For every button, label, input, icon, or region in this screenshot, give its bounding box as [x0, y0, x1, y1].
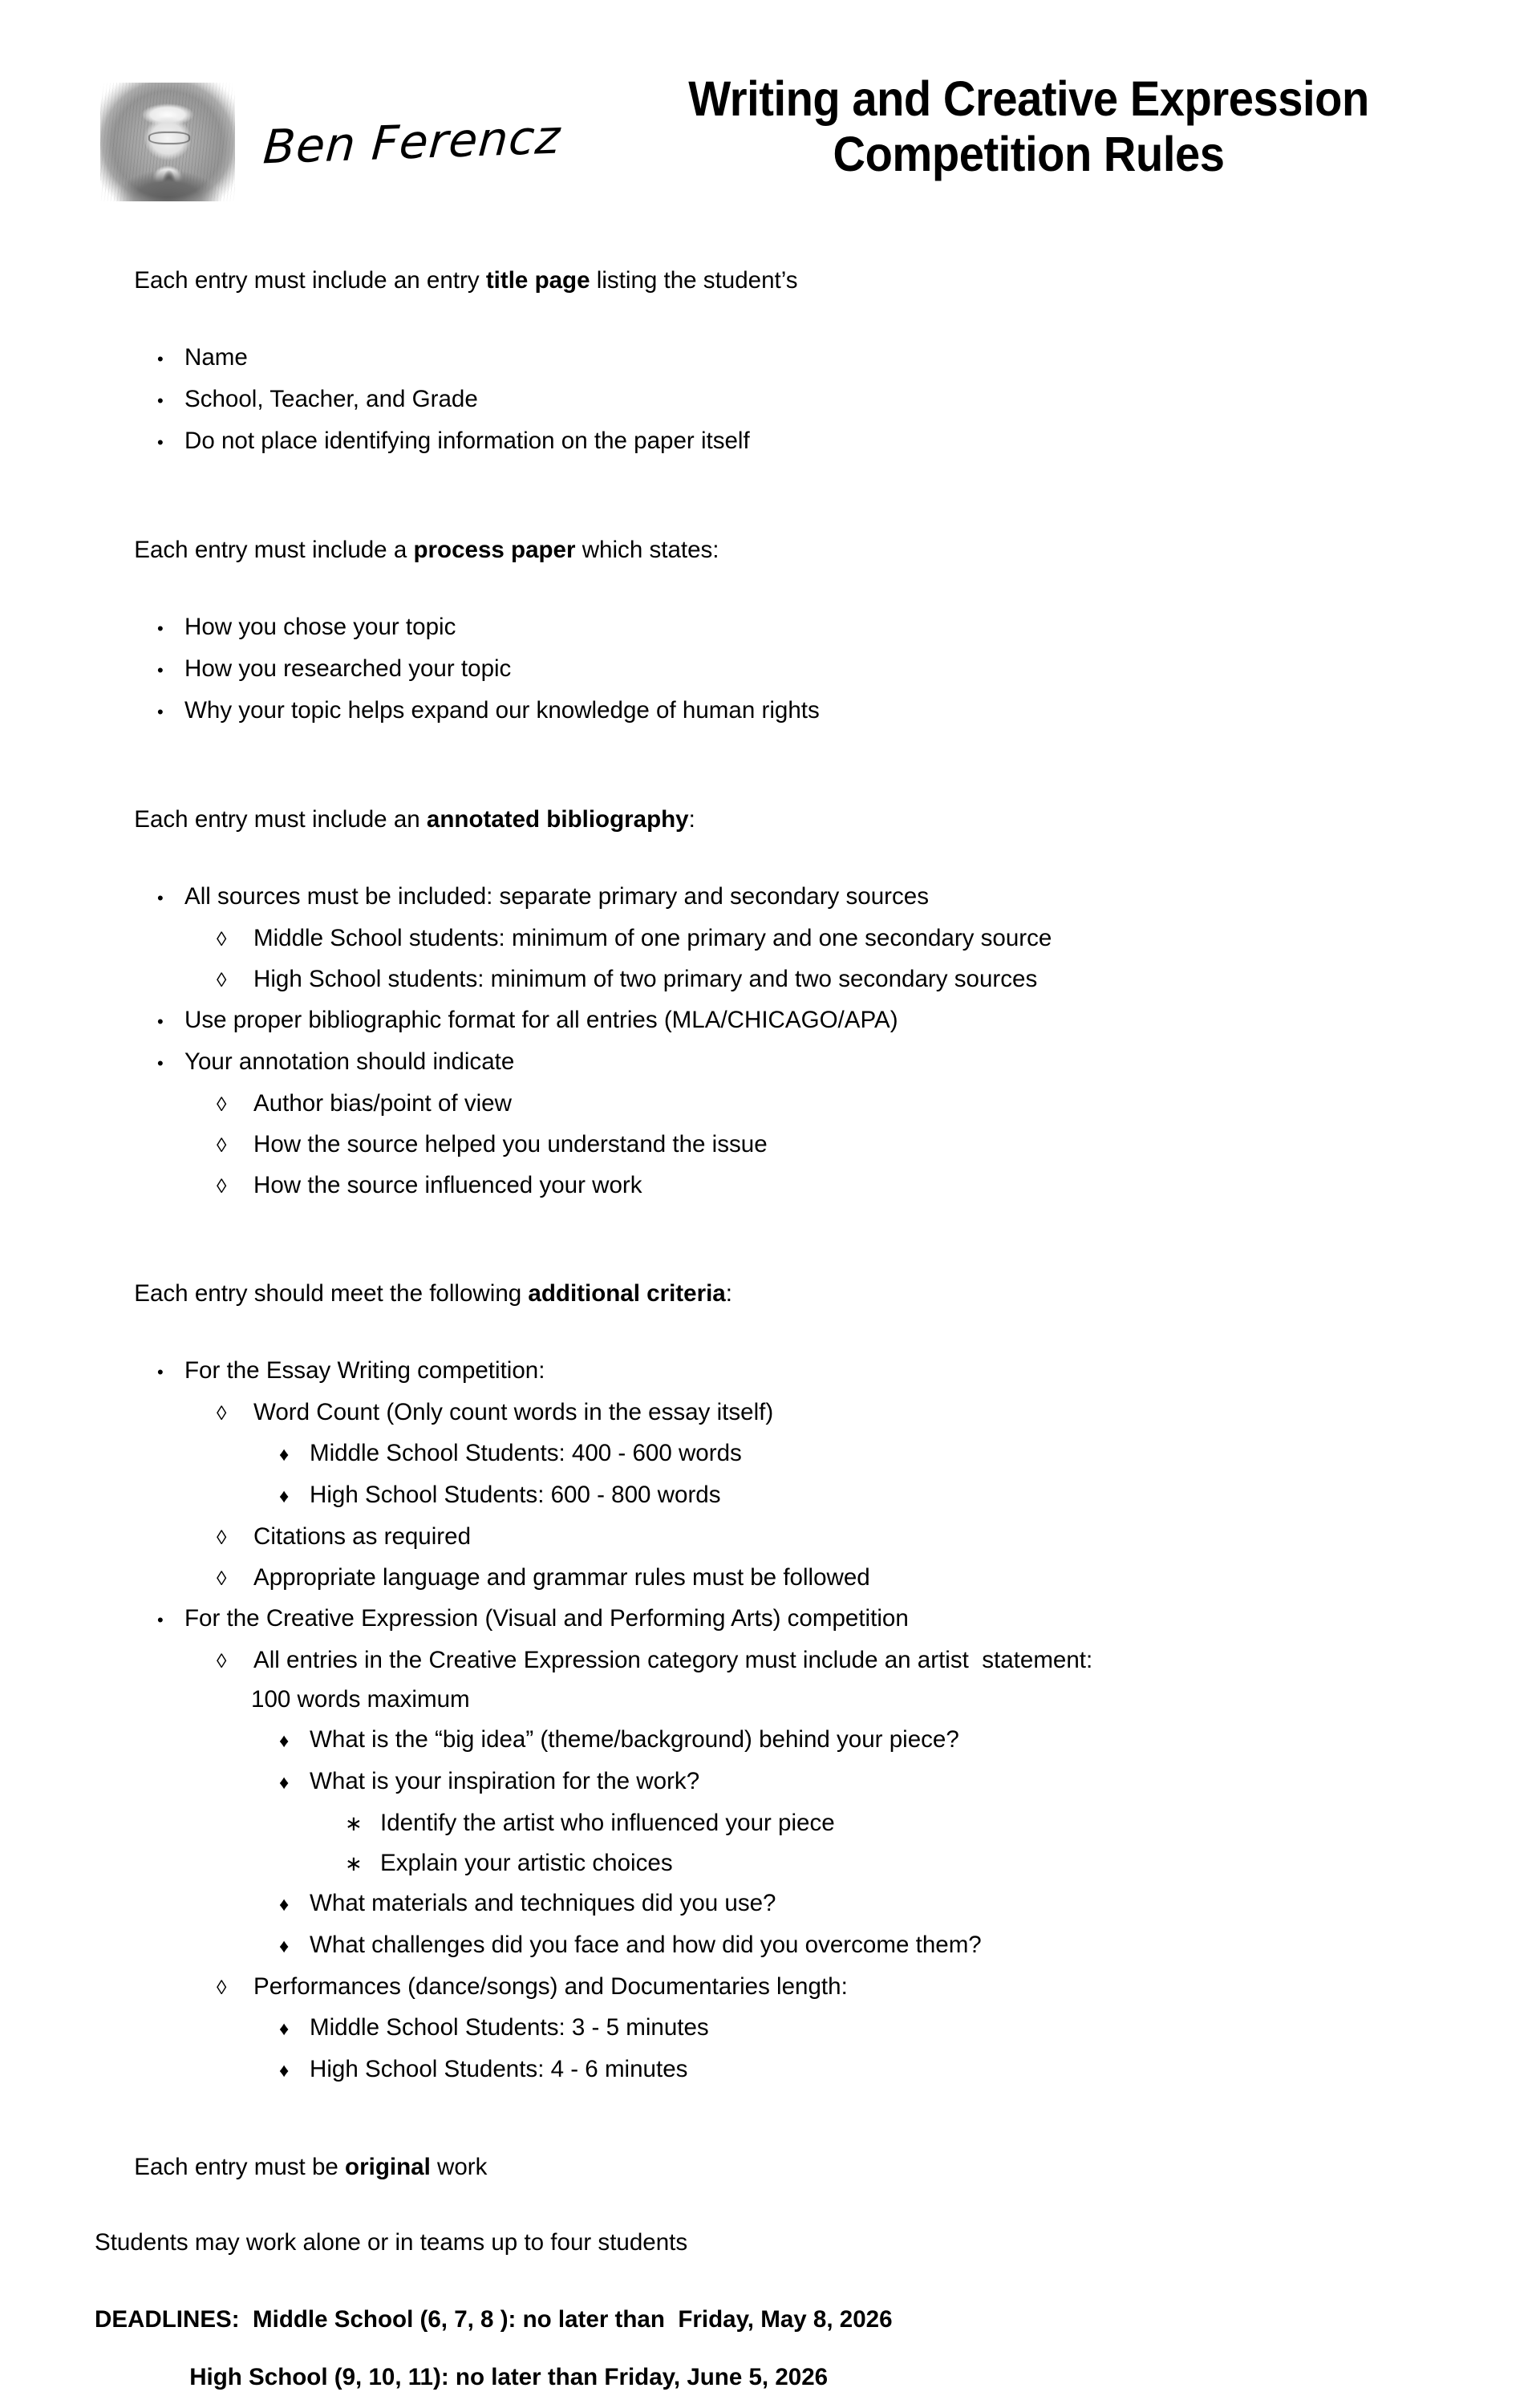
list-item-label: Explain your artistic choices — [380, 1850, 673, 1876]
originality-emphasis: original — [345, 2154, 431, 2180]
list-item-label: For the Creative Expression (Visual and Performing Arts) competition — [184, 1605, 909, 1632]
organization-branding — [100, 68, 614, 201]
list-item-label: How the source influenced your work — [253, 1172, 642, 1198]
asterisk-icon: ∗ — [345, 1851, 363, 1875]
bullet-icon: • — [157, 888, 164, 908]
list-item-label: Name — [184, 344, 248, 371]
spacer — [95, 732, 1444, 745]
list-item — [95, 877, 1444, 918]
bullet-icon: • — [157, 1053, 164, 1073]
diamond-filled-icon: ♦ — [279, 1486, 290, 1507]
document-body — [0, 225, 1540, 2396]
spacer — [95, 1206, 1444, 1219]
section-lead-process-paper — [95, 495, 1424, 607]
organization-name: Ben Ferencz — [261, 109, 563, 175]
list-item-label: Identify the artist who influenced your piece — [380, 1810, 835, 1836]
lead-emphasis: process paper — [413, 537, 576, 563]
bullet-icon: • — [157, 349, 164, 369]
bullet-icon: • — [157, 702, 164, 722]
bullet-icon: • — [157, 618, 164, 639]
lead-text-tail: listing the student’s — [590, 267, 798, 294]
list-item — [95, 691, 1444, 732]
list-item-label: What is the “big idea” (theme/background) behind your piece? — [310, 1726, 959, 1753]
list-item — [95, 1558, 1444, 1599]
section-lead-annotated-bibliography — [95, 764, 1424, 877]
list-item — [95, 1883, 1444, 1925]
list-item — [95, 1000, 1444, 1042]
spacer — [95, 2338, 1444, 2359]
lead-emphasis: title page — [485, 267, 590, 294]
list-item-label: Do not place identifying information on the paper itself — [184, 428, 750, 454]
lead-text: Each entry must include an entry — [134, 267, 486, 294]
lead-text: Each entry must include an — [134, 806, 427, 833]
diamond-filled-icon: ♦ — [279, 1772, 290, 1794]
list-item-label: Citations as required — [253, 1523, 472, 1550]
list-item — [95, 421, 1444, 463]
list-item-label: High School Students: 4 - 6 minutes — [310, 2056, 688, 2082]
list-item-label: Middle School students: minimum of one primary and one secondary source — [253, 925, 1052, 951]
list-item — [95, 2049, 1444, 2091]
list-item — [95, 2008, 1444, 2049]
list-item — [95, 1762, 1444, 1803]
ben-ferencz-portrait-photo — [100, 83, 235, 201]
diamond-filled-icon: ♦ — [279, 1936, 290, 1957]
deadline-high-school: High School (9, 10, 11): no later than Friday, June 5, 2026 — [189, 2364, 829, 2390]
deadline-middle-school: DEADLINES: Middle School (6, 7, 8 ): no later than Friday, May 8, 2026 — [95, 2306, 893, 2333]
list-item — [95, 1166, 1444, 1206]
diamond-outline-icon: ◊ — [217, 1134, 227, 1157]
list-item-continuation: 100 words maximum — [251, 1686, 470, 1713]
lead-emphasis: annotated bibliography — [426, 806, 689, 833]
diamond-outline-icon: ◊ — [217, 1526, 227, 1549]
list-item — [95, 959, 1444, 1000]
list-item — [95, 607, 1444, 649]
list-item — [95, 1433, 1444, 1475]
originality-text-tail: work — [430, 2154, 488, 2180]
list-item-label: High School Students: 600 - 800 words — [310, 1482, 721, 1508]
list-item — [95, 649, 1444, 691]
diamond-outline-icon: ◊ — [217, 1650, 227, 1672]
lead-text: Each entry should meet the following — [134, 1280, 529, 1307]
list-item — [95, 1042, 1444, 1084]
spacer — [95, 2091, 1444, 2112]
page-title-line-2: Competition Rules — [833, 126, 1225, 181]
lead-text-tail: : — [725, 1280, 732, 1307]
list-item-label: Middle School Students: 400 - 600 words — [310, 1440, 742, 1466]
page-title-line-1: Writing and Creative Expression — [688, 71, 1369, 126]
diamond-filled-icon: ♦ — [279, 2060, 290, 2082]
list-item-label: Word Count (Only count words in the essay itself) — [253, 1399, 774, 1425]
lead-text-tail: : — [688, 806, 695, 833]
bullet-icon: • — [157, 1012, 164, 1032]
bullet-icon: • — [157, 660, 164, 680]
list-item — [95, 1843, 1444, 1883]
diamond-outline-icon: ◊ — [217, 1402, 227, 1425]
section-lead-title-page — [95, 225, 1424, 338]
list-item — [95, 1599, 1444, 1640]
list-item-label: Author bias/point of view — [253, 1090, 512, 1117]
list-item — [95, 1517, 1444, 1558]
document-header — [0, 0, 1540, 201]
list-item-label: What materials and techniques did you use? — [310, 1890, 776, 1916]
list-item — [95, 1925, 1444, 1967]
list-item — [95, 1393, 1444, 1433]
bullet-icon: • — [157, 1610, 164, 1630]
list-item-label: For the Essay Writing competition: — [184, 1357, 545, 1384]
diamond-outline-icon: ◊ — [217, 1175, 227, 1198]
list-item-label: All sources must be included: separate primary and secondary sources — [184, 883, 930, 910]
bullet-icon: • — [157, 432, 164, 452]
list-item — [95, 1803, 1444, 1843]
list-item-label: What challenges did you face and how did you overcome them? — [310, 1932, 982, 1958]
list-item — [95, 1351, 1444, 1393]
list-item — [95, 1475, 1444, 1517]
list-item — [95, 918, 1444, 959]
diamond-outline-icon: ◊ — [217, 969, 227, 991]
diamond-outline-icon: ◊ — [217, 928, 227, 951]
list-item-label: How you chose your topic — [184, 614, 456, 640]
list-item — [95, 1125, 1444, 1166]
diamond-outline-icon: ◊ — [217, 1093, 227, 1116]
lead-text-tail: which states: — [575, 537, 719, 563]
originality-text: Each entry must be — [134, 2154, 346, 2180]
list-item — [95, 1640, 1444, 1681]
list-item-label: What is your inspiration for the work? — [310, 1768, 700, 1794]
list-item-label: Why your topic helps expand our knowledge of human rights — [184, 697, 820, 724]
teams-statement: Students may work alone or in teams up to four students — [95, 2229, 688, 2256]
list-item — [95, 1084, 1444, 1125]
list-item-label: How the source helped you understand the issue — [253, 1131, 768, 1157]
list-item-label: All entries in the Creative Expression category must include an artist statement: — [253, 1647, 1093, 1673]
list-item — [95, 338, 1444, 379]
list-item-label: Your annotation should indicate — [184, 1048, 515, 1075]
diamond-filled-icon: ♦ — [279, 1894, 290, 1916]
bullet-icon: • — [157, 1362, 164, 1382]
list-item-label: Performances (dance/songs) and Documentaries length: — [253, 1973, 848, 2000]
section-lead-additional-criteria — [95, 1239, 1424, 1351]
lead-text: Each entry must include a — [134, 537, 414, 563]
spacer — [95, 463, 1444, 476]
diamond-filled-icon: ♦ — [279, 1730, 290, 1752]
page-title — [646, 68, 1410, 182]
list-item-label: Middle School Students: 3 - 5 minutes — [310, 2014, 709, 2041]
diamond-outline-icon: ◊ — [217, 1567, 227, 1590]
list-item — [95, 1720, 1444, 1762]
list-item-label: High School students: minimum of two primary and two secondary sources — [253, 966, 1038, 992]
diamond-outline-icon: ◊ — [217, 1976, 227, 1999]
list-item-label: Use proper bibliographic format for all entries (MLA/CHICAGO/APA) — [184, 1007, 898, 1033]
eyeglasses-detail — [148, 132, 189, 144]
asterisk-icon: ∗ — [345, 1811, 363, 1835]
list-item — [95, 379, 1444, 421]
lead-emphasis: additional criteria — [528, 1280, 726, 1307]
bullet-icon: • — [157, 391, 164, 411]
list-item-label: Appropriate language and grammar rules must be followed — [253, 1564, 870, 1591]
originality-statement — [95, 2112, 1424, 2224]
diamond-filled-icon: ♦ — [279, 1444, 290, 1466]
diamond-filled-icon: ♦ — [279, 2018, 290, 2040]
list-item — [95, 1967, 1444, 2008]
list-item-label: School, Teacher, and Grade — [184, 386, 478, 412]
list-item-label: How you researched your topic — [184, 655, 512, 682]
spacer — [95, 2263, 1444, 2301]
